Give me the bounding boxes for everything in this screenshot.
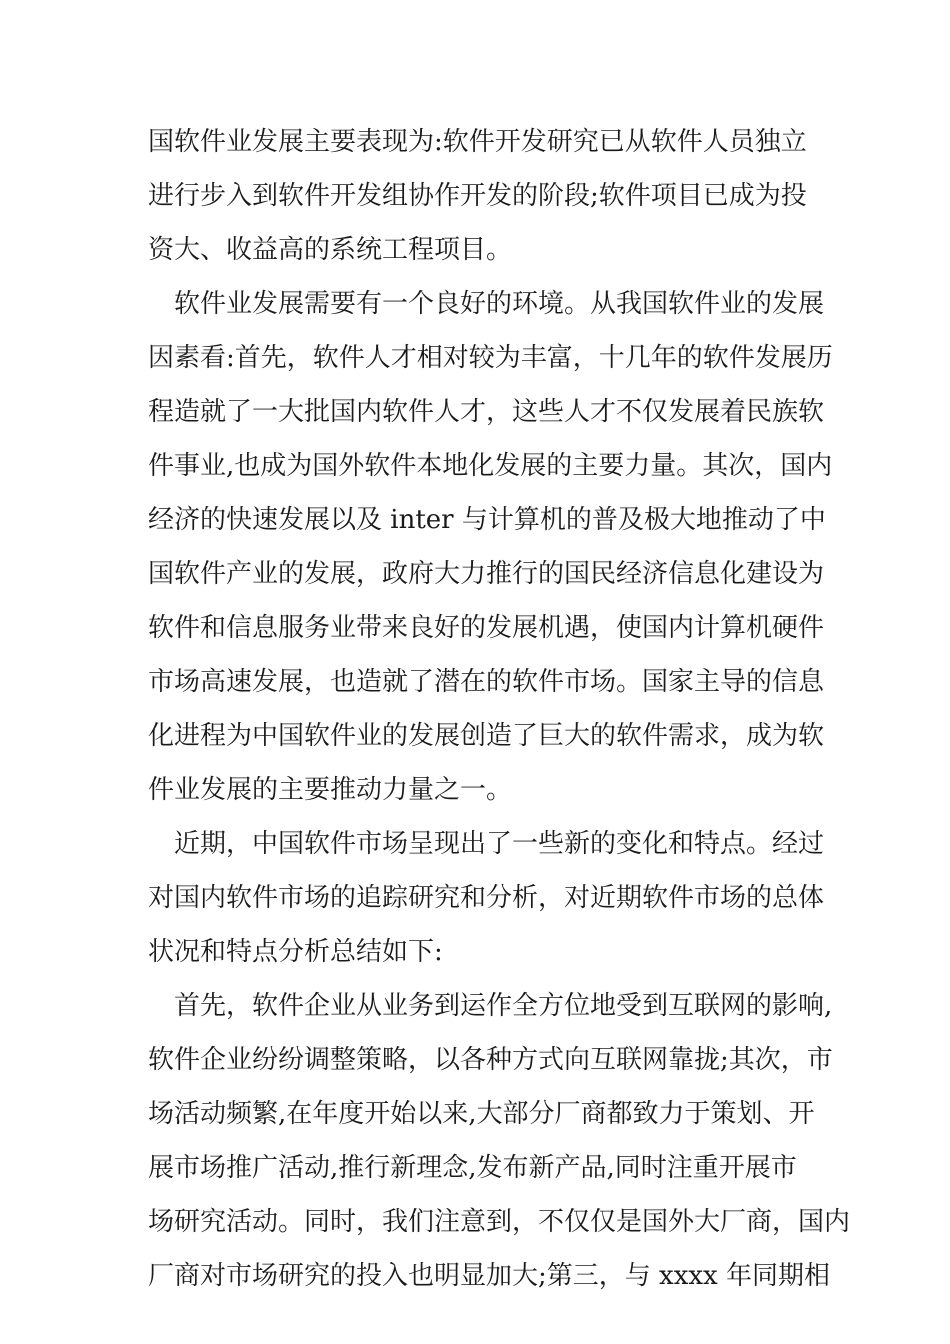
text-line: 场研究活动。同时，我们注意到，不仅仅是国外大厂商，国内: [148, 1207, 851, 1237]
text-line: 市场高速发展，也造就了潜在的软件市场。国家主导的信息: [148, 667, 825, 697]
text-line: 场活动频繁,在年度开始以来,大部分厂商都致力于策划、开: [148, 1099, 815, 1129]
text-line: 国软件产业的发展，政府大力推行的国民经济信息化建设为: [148, 559, 825, 589]
text-line: 状况和特点分析总结如下:: [148, 937, 443, 967]
text-line: 程造就了一大批国内软件人才，这些人才不仅发展着民族软: [148, 397, 825, 427]
text-line: 件业发展的主要推动力量之一。: [148, 775, 513, 805]
text-line: 软件企业纷纷调整策略，以各种方式向互联网靠拢;其次，市: [148, 1045, 833, 1075]
document-body: [148, 119, 851, 1307]
paragraph: [148, 983, 851, 1307]
text-line: 经济的快速发展以及 inter 与计算机的普及极大地推动了中: [148, 505, 826, 535]
paragraph: [148, 119, 820, 281]
text-line: 对国内软件市场的追踪研究和分析，对近期软件市场的总体: [148, 883, 825, 913]
text-line: 资大、收益高的系统工程项目。: [148, 235, 513, 265]
text-line: 厂商对市场研究的投入也明显加大;第三，与 xxxx 年同期相: [148, 1261, 830, 1291]
paragraph: [148, 281, 833, 821]
text-line: 近期，中国软件市场呈现出了一些新的变化和特点。经过: [148, 829, 825, 859]
text-line: 因素看:首先，软件人才相对较为丰富，十几年的软件发展历: [148, 343, 833, 373]
text-line: 国软件业发展主要表现为:软件开发研究已从软件人员独立: [148, 127, 807, 157]
text-line: 件事业,也成为国外软件本地化发展的主要力量。其次，国内: [148, 451, 833, 481]
text-line: 软件和信息服务业带来良好的发展机遇，使国内计算机硬件: [148, 613, 825, 643]
text-line: 首先，软件企业从业务到运作全方位地受到互联网的影响,: [148, 991, 833, 1021]
paragraph: [148, 821, 825, 983]
text-line: 软件业发展需要有一个良好的环境。从我国软件业的发展: [148, 289, 825, 319]
text-line: 展市场推广活动,推行新理念,发布新产品,同时注重开展市: [148, 1153, 797, 1183]
text-line: 化进程为中国软件业的发展创造了巨大的软件需求，成为软: [148, 721, 825, 751]
text-line: 进行步入到软件开发组协作开发的阶段;软件项目已成为投: [148, 181, 807, 211]
